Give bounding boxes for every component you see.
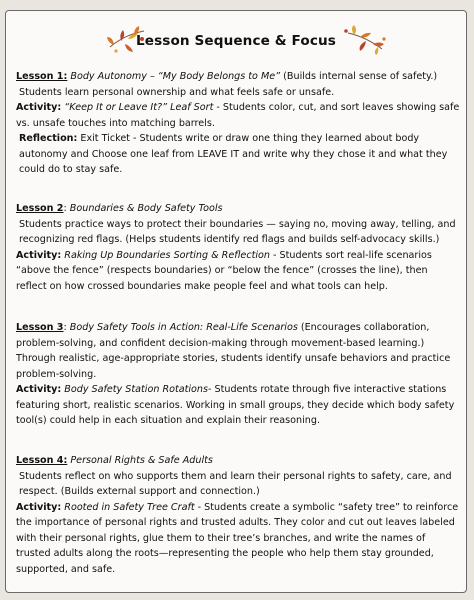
activity-label: Activity: [16,249,62,261]
lesson-3: Lesson 3: Body Safety Tools in Action: Real-Life Scenarios (Encourages collaboration, problem-solving, and confident decision-making through movement-based learning.) Through realistic, age-appropriate stories, students identify unsafe behaviors and practice problem-solving. Activity: Body Safety Station Rotations- Students rotate through five interactive stations featuring short, realistic scenarios. Working in small groups, they decide which body safety tool(s) could help in each situation and explain their reasoning. [16,320,460,429]
reflection-label: Reflection: [19,133,78,144]
header [16,11,456,61]
lesson-sequence-page [5,10,467,593]
lesson-summary: Students practice ways to protect their boundaries — saying no, moving away, telling, and recognizing red flags. (Helps students identify red flags and builds self-advocacy skills.) [19,218,456,245]
lesson-name: Body Safety Tools in Action: Real-Life Scenarios [69,322,298,333]
lesson-1 [16,69,460,178]
lesson-label: Lesson 2 [16,203,64,214]
lesson-label: Lesson 4: [16,455,68,466]
lesson-name: Boundaries & Body Safety Tools [69,203,223,214]
activity-text: - Students rotate through five interactive stations featuring short, realistic scenarios. Working in small groups, they decide which body safety tool(s) could help in each situation and explain their reasoning. [16,384,455,426]
page-title: Lesson Sequence & Focus [136,33,336,49]
lesson-name: Body Autonomy – “My Body Belongs to Me” [70,71,281,82]
autumn-leaves-icon [340,25,388,55]
lesson-summary: Students reflect on who supports them and learn their personal rights to safety, care, and respect. (Builds external support and connection.) [19,470,452,497]
activity-text: - Students color, cut, and sort leaves showing safe vs. unsafe touches into matching barrels. [16,102,460,129]
activity-text: - Students create a symbolic “safety tree” to reinforce the importance of personal rights and trusted adults. They color and cut out leaves labeled with their personal rights, glue them to their tree’s branches, and write the names of trusted adults along the roots—representing the people who help them stay grounded, supported, and safe. [16,501,459,575]
lesson-label: Lesson 3 [16,322,64,333]
activity-label: Activity: [16,501,62,513]
activity-label: Activity: [16,384,62,395]
lesson-note: (Encourages collaboration, problem-solving, and confident decision-making through movement-based learning.) [16,322,430,349]
lesson-summary: Students learn personal ownership and what feels safe or unsafe. [19,86,335,98]
lesson-name: Personal Rights & Safe Adults [70,455,213,466]
activity-name: Body Safety Station Rotations [64,384,208,395]
reflection-text: Exit Ticket - Students write or draw one thing they learned about body autonomy and Choose one leaf from LEAVE IT and write why they chose it and what they could do to stay safe. [19,133,448,175]
activity-text: - Students sort real-life scenarios “above the fence” (respects boundaries) or “below the fence” (crosses the line), then reflect on how crossed boundaries make people feel and what tools can help. [16,249,432,292]
lesson-2: Lesson 2: Boundaries & Body Safety Tools Students practice ways to protect their boundaries — saying no, moving away, telling, and recognizing red flags. (Helps students identify red flags and builds self-advocacy skills.) Activity: Raking Up Boundaries Sorting & Reflection - Students sort real-life scenarios “above the fence” (respects boundaries) or “below the fence” (crosses the line), then reflect on how crossed boundaries make people feel and what tools can help. [16,201,460,294]
lesson-4 [16,453,460,577]
lesson-label: Lesson 1: [16,71,68,82]
lesson-summary: Through realistic, age-appropriate stories, students identify unsafe behaviors and practice problem-solving. [16,353,451,380]
activity-name: Raking Up Boundaries Sorting & Reflection [64,249,270,261]
activity-name: “Keep It or Leave It?” Leaf Sort [64,102,214,113]
lesson-note: (Builds internal sense of safety.) [280,71,438,82]
activity-label: Activity: [16,102,62,113]
activity-name: Rooted in Safety Tree Craft [64,501,195,513]
